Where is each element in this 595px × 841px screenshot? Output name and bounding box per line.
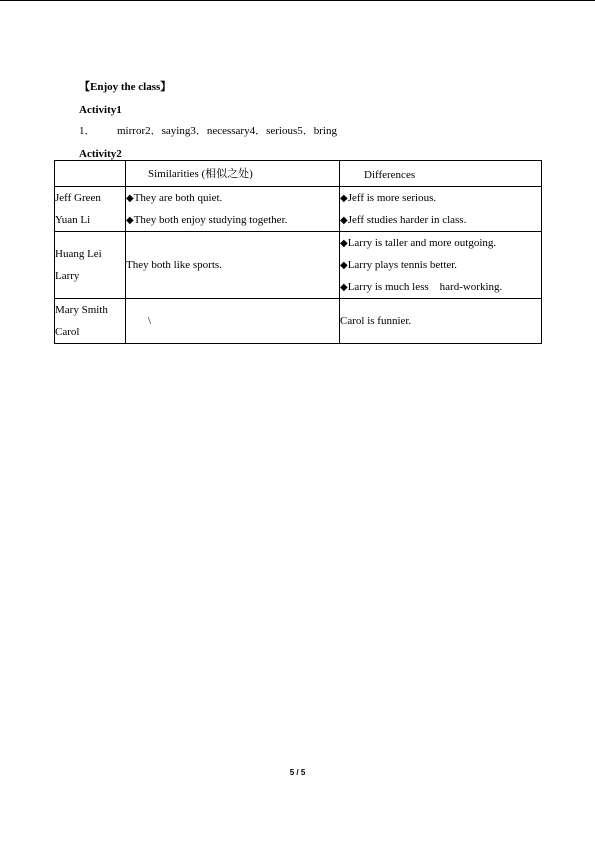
activity1-title: Activity1 [79, 104, 122, 116]
name: Mary Smith [55, 304, 108, 316]
names-cell [55, 299, 126, 344]
bullet-icon: ◆ [340, 238, 348, 249]
bullet-icon: ◆ [126, 193, 134, 204]
header-rule [0, 0, 595, 1]
bullet-icon: ◆ [340, 282, 348, 293]
name: Yuan Li [55, 214, 91, 226]
bullet-icon: ◆ [126, 215, 134, 226]
bullet-icon: ◆ [340, 193, 348, 204]
similarity-item: They are both quiet. [133, 192, 223, 204]
header-similarities: Similarities (相似之处) [126, 161, 340, 187]
page-number: 5 / 5 [289, 768, 306, 777]
differences-cell [340, 299, 542, 344]
activity1-answers: mirror2．saying3．necessary4．serious5．bring [117, 125, 337, 137]
difference-item: Larry is taller and more outgoing. [347, 237, 497, 249]
names-cell [55, 187, 126, 232]
similarities-cell [126, 232, 340, 299]
similarity-item: They both like sports. [126, 259, 222, 271]
difference-item: Jeff is more serious. [347, 192, 437, 204]
table-row [55, 187, 542, 232]
name: Carol [55, 326, 80, 338]
bullet-icon: ◆ [340, 215, 348, 226]
similarities-cell [126, 187, 340, 232]
header-differences: Differences [340, 161, 542, 187]
difference-item: Larry plays tennis better. [347, 259, 458, 271]
differences-cell [340, 187, 542, 232]
difference-item: Carol is funnier. [340, 315, 412, 327]
section-heading: 【Enjoy the class】 [79, 81, 172, 93]
table-row [55, 299, 542, 344]
activity1-number: 1． [79, 125, 96, 137]
difference-item: Jeff studies harder in class. [347, 214, 467, 226]
similarity-item: \ [148, 315, 152, 327]
bullet-icon: ◆ [340, 260, 348, 271]
activity2-title: Activity2 [79, 148, 122, 160]
difference-item: Larry is much less hard-working. [347, 281, 503, 293]
name: Huang Lei [55, 248, 102, 260]
table-header-row [55, 161, 542, 187]
name: Larry [55, 270, 80, 282]
header-names [55, 161, 126, 187]
similarity-item: They both enjoy studying together. [133, 214, 288, 226]
differences-cell [340, 232, 542, 299]
names-cell [55, 232, 126, 299]
table-row [55, 232, 542, 299]
name: Jeff Green [55, 192, 101, 204]
similarities-cell [126, 299, 340, 344]
comparison-table [54, 160, 542, 344]
